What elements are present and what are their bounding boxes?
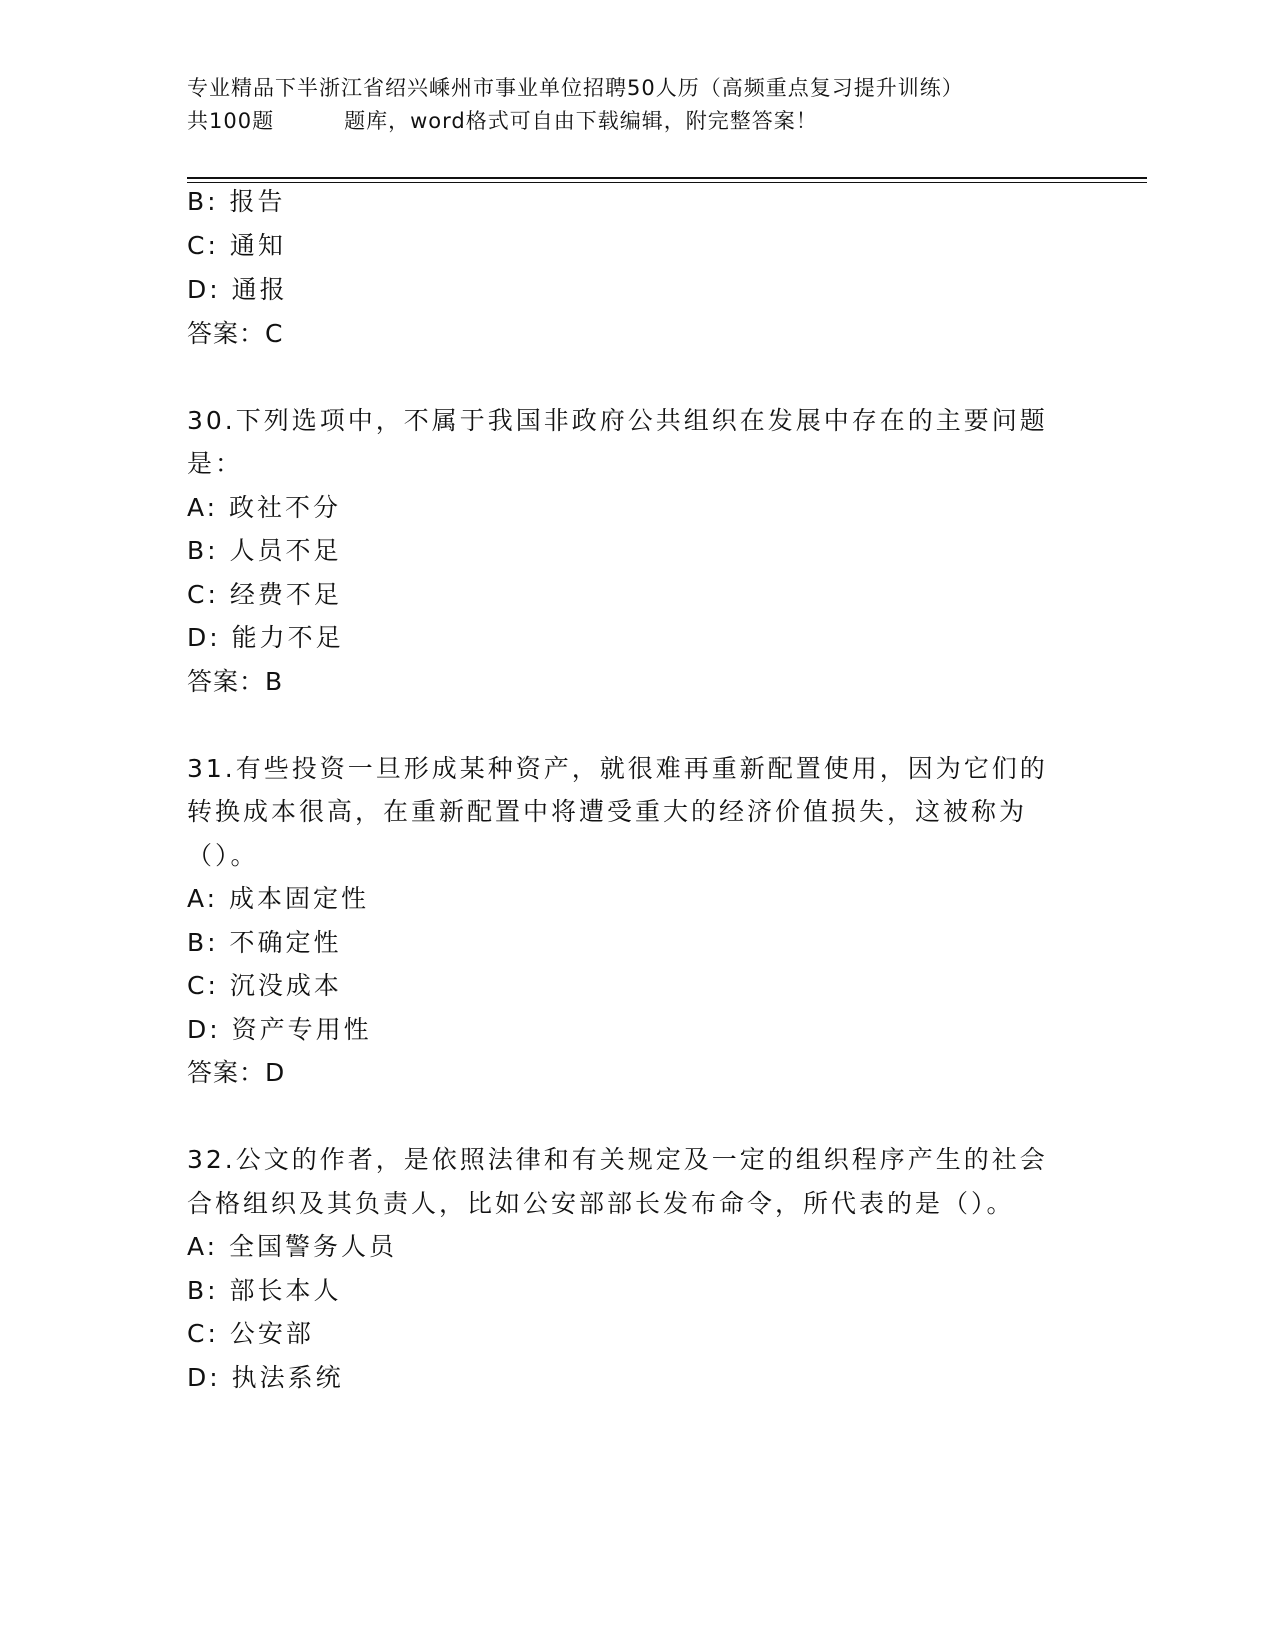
q31-option-c: C: 沉没成本 [187, 971, 342, 1000]
header-subtitle-line [187, 105, 1087, 138]
header-description: 题库，word格式可自由下载编辑，附完整答案！ [344, 109, 818, 133]
q29-option-d: D: 通报 [187, 275, 288, 304]
q32-option-a: A: 全国警务人员 [187, 1232, 398, 1261]
q32-option-b: B: 部长本人 [187, 1276, 342, 1305]
header-divider-thin [187, 182, 1147, 183]
q31-stem-line-2: 转换成本很高，在重新配置中将遭受重大的经济价值损失，这被称为 [187, 797, 1028, 826]
q31-answer: 答案：D [187, 1058, 286, 1087]
q31-stem-line-3: （）。 [187, 841, 259, 870]
q29-answer: 答案：C [187, 319, 284, 348]
q32-option-c: C: 公安部 [187, 1319, 314, 1348]
q30-answer: 答案：B [187, 667, 284, 696]
header-title-line: 专业精品下半浙江省绍兴嵊州市事业单位招聘50人历（高频重点复习提升训练） [187, 76, 964, 100]
q30-option-a: A: 政社不分 [187, 493, 342, 522]
q30-option-b: B: 人员不足 [187, 536, 342, 565]
q30-stem-line-1: 30.下列选项中，不属于我国非政府公共组织在发展中存在的主要问题 [187, 406, 1048, 435]
q30-option-c: C: 经费不足 [187, 580, 342, 609]
q29-option-c: C: 通知 [187, 231, 286, 260]
q32-stem-line-1: 32.公文的作者，是依照法律和有关规定及一定的组织程序产生的社会 [187, 1145, 1048, 1174]
q31-stem-line-1: 31.有些投资一旦形成某种资产，就很难再重新配置使用，因为它们的 [187, 754, 1048, 783]
q32-option-d: D: 执法系统 [187, 1363, 344, 1392]
q29-option-b: B: 报告 [187, 187, 286, 216]
q31-option-b: B: 不确定性 [187, 928, 342, 957]
header-divider-thick [187, 177, 1147, 179]
q31-option-d: D: 资产专用性 [187, 1015, 372, 1044]
document-header [187, 72, 1087, 138]
q31-option-a: A: 成本固定性 [187, 884, 370, 913]
q32-stem-line-2: 合格组织及其负责人，比如公安部部长发布命令，所代表的是（）。 [187, 1189, 1015, 1218]
header-count: 共100题 [187, 109, 275, 133]
q30-stem-line-2: 是： [187, 449, 244, 478]
q30-option-d: D: 能力不足 [187, 623, 344, 652]
